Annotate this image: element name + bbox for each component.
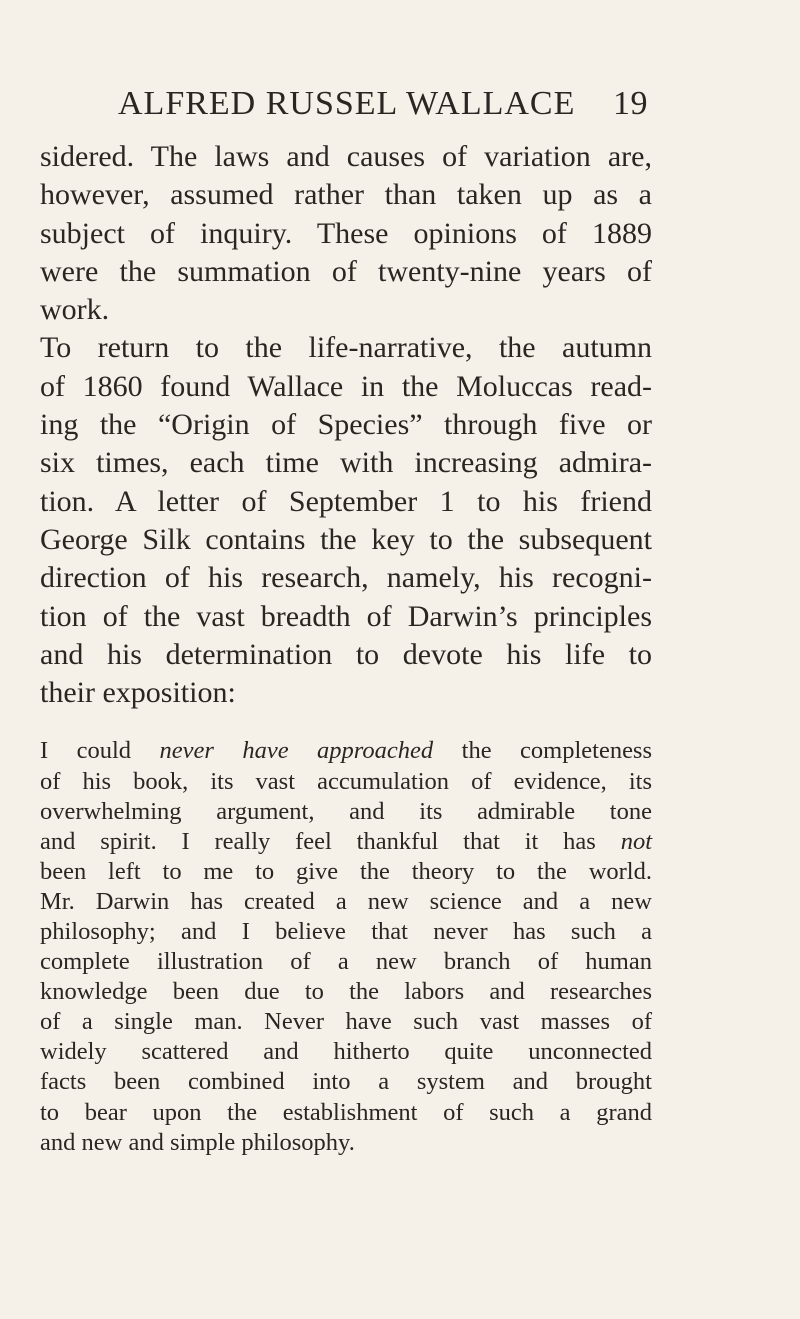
quote-line: overwhelming argument, and its admirable tone	[40, 797, 652, 825]
body-line: tion. A letter of September 1 to his friend	[40, 484, 652, 518]
quote-line: and new and simple philosophy.	[40, 1128, 355, 1156]
quote-line: to bear upon the establishment of such a grand	[40, 1098, 652, 1126]
body-line: however, assumed rather than taken up as a	[40, 178, 652, 212]
body-line: were the summation of twenty-nine years of	[40, 254, 652, 288]
body-line: direction of his research, namely, his recogni-	[40, 561, 652, 595]
body-line: sidered. The laws and causes of variation are,	[40, 140, 652, 173]
running-head-title: ALFRED RUSSEL WALLACE	[118, 85, 576, 122]
quote-italic-text: not	[620, 827, 652, 855]
body-line: of 1860 found Wallace in the Moluccas read-	[40, 369, 652, 403]
quote-line: knowledge been due to the labors and researches	[40, 978, 652, 1006]
quote-line	[40, 827, 652, 857]
quote-line	[40, 736, 652, 766]
quote-line: of a single man. Never have such vast masses of	[40, 1008, 652, 1036]
quote-italic-text: never have approached	[159, 737, 434, 765]
quote-line: widely scattered and hitherto quite unconnected	[40, 1038, 652, 1066]
quote-text: and spirit. I really feel thankful that it has	[40, 827, 621, 855]
quote-line: complete illustration of a new branch of human	[40, 948, 652, 976]
book-page	[40, 84, 652, 1158]
body-line: ing the “Origin of Species” through five or	[40, 408, 652, 442]
quote-line: of his book, its vast accumulation of evidence, its	[40, 767, 652, 795]
quote-line: been left to me to give the theory to the world.	[40, 857, 652, 885]
quote-line: philosophy; and I believe that never has such a	[40, 918, 652, 946]
quote-line: Mr. Darwin has created a new science and a new	[40, 887, 652, 915]
page-number: 19	[613, 85, 648, 122]
body-line: and his determination to devote his life to	[40, 637, 652, 671]
body-line: tion of the vast breadth of Darwin’s principles	[40, 599, 652, 633]
running-head	[118, 84, 648, 124]
quote-text: the completeness	[433, 737, 653, 765]
quote-line: facts been combined into a system and brought	[40, 1068, 652, 1096]
block-quote	[40, 736, 652, 1157]
body-line: To return to the life-narrative, the autumn	[40, 331, 652, 365]
body-line: their exposition:	[40, 676, 236, 710]
body-line: six times, each time with increasing admira-	[40, 446, 652, 480]
body-line: George Silk contains the key to the subsequent	[40, 522, 652, 556]
quote-text: I could	[40, 737, 160, 765]
body-paragraphs	[40, 138, 652, 712]
body-line: subject of inquiry. These opinions of 1889	[40, 216, 652, 250]
body-line: work.	[40, 293, 110, 327]
